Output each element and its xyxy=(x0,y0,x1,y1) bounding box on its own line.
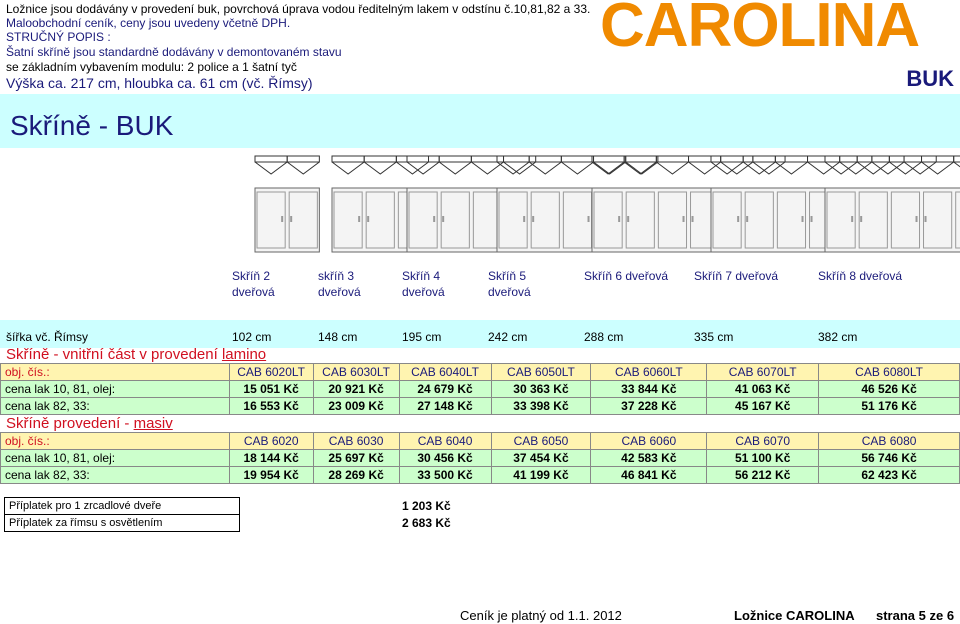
order-code: CAB 6070LT xyxy=(707,364,819,381)
order-code: CAB 6080 xyxy=(819,433,960,450)
order-code: CAB 6020 xyxy=(229,433,313,450)
width-label: šířka vč. Římsy xyxy=(6,330,89,344)
footer-validity: Ceník je platný od 1.1. 2012 xyxy=(460,608,622,623)
wood-type: BUK xyxy=(906,66,954,91)
surcharge-cornice-label: Příplatek za římsu s osvětlením xyxy=(5,515,240,532)
order-code: CAB 6060 xyxy=(591,433,707,450)
price-cell: 30 363 Kč xyxy=(491,381,591,398)
cabinet-label: Skříň 2 dveřová xyxy=(232,269,275,299)
section-masiv-title: Skříně provedení - masiv xyxy=(6,415,173,432)
price-cell: 15 051 Kč xyxy=(229,381,313,398)
price-cell: 42 583 Kč xyxy=(591,450,707,467)
order-code-row xyxy=(1,433,960,450)
price-cell: 16 553 Kč xyxy=(229,398,313,415)
price-cell: 46 526 Kč xyxy=(819,381,960,398)
price-cell: 25 697 Kč xyxy=(313,450,399,467)
cabinet-label: Skříň 7 dveřová xyxy=(694,269,779,283)
price-cell: 56 746 Kč xyxy=(819,450,960,467)
price-cell: 20 921 Kč xyxy=(313,381,399,398)
surcharge-mirror-label: Příplatek pro 1 zrcadlové dveře xyxy=(5,498,240,515)
order-code: CAB 6020LT xyxy=(229,364,313,381)
price-cell: 51 100 Kč xyxy=(707,450,819,467)
price-cell: 46 841 Kč xyxy=(591,467,707,484)
order-code: CAB 6030LT xyxy=(313,364,399,381)
price-table-masiv xyxy=(0,432,960,484)
price-cell: 24 679 Kč xyxy=(399,381,491,398)
cabinet-width: 288 cm xyxy=(584,330,624,344)
page-title: Skříně - BUK xyxy=(10,110,174,141)
surcharge-cornice-value: 2 683 Kč xyxy=(402,516,451,530)
price-cell: 56 212 Kč xyxy=(707,467,819,484)
intro-line-3: STRUČNÝ POPIS : xyxy=(6,30,111,44)
price-cell: 33 398 Kč xyxy=(491,398,591,415)
price-cell: 18 144 Kč xyxy=(229,450,313,467)
order-code: CAB 6040LT xyxy=(399,364,491,381)
cabinet-width: 195 cm xyxy=(402,330,442,344)
price-row-label: cena lak 10, 81, olej: xyxy=(1,450,230,467)
price-cell: 41 063 Kč xyxy=(707,381,819,398)
price-row xyxy=(1,381,960,398)
price-row xyxy=(1,450,960,467)
order-code-label: obj. čís.: xyxy=(1,364,230,381)
price-cell: 23 009 Kč xyxy=(313,398,399,415)
price-cell: 37 228 Kč xyxy=(591,398,707,415)
order-code: CAB 6070 xyxy=(707,433,819,450)
section-lamino-title: Skříně - vnitřní část v provedení lamino xyxy=(6,346,267,363)
intro-line-5: se základním vybavením modulu: 2 police a 1 šatní tyč xyxy=(6,60,297,74)
price-cell: 37 454 Kč xyxy=(491,450,591,467)
intro-line-1: Ložnice jsou dodávány v provedení buk, povrchová úprava vodou ředitelným lakem v odstínu č.10,81,82 a 33. xyxy=(6,2,591,16)
cabinet-label: Skříň 6 dveřová xyxy=(584,269,669,283)
price-row-label: cena lak 82, 33: xyxy=(1,467,230,484)
price-cell: 62 423 Kč xyxy=(819,467,960,484)
surcharge-table xyxy=(4,497,240,532)
price-row xyxy=(1,467,960,484)
order-code: CAB 6060LT xyxy=(591,364,707,381)
price-cell: 33 500 Kč xyxy=(399,467,491,484)
price-row xyxy=(1,398,960,415)
price-cell: 45 167 Kč xyxy=(707,398,819,415)
price-row-label: cena lak 10, 81, olej: xyxy=(1,381,230,398)
order-code: CAB 6080LT xyxy=(819,364,960,381)
price-cell: 19 954 Kč xyxy=(229,467,313,484)
price-table-lamino xyxy=(0,363,960,415)
intro-line-4: Šatní skříně jsou standardně dodávány v demontovaném stavu xyxy=(6,45,342,59)
width-band xyxy=(0,320,960,348)
order-code: CAB 6030 xyxy=(313,433,399,450)
price-row-label: cena lak 82, 33: xyxy=(1,398,230,415)
footer-title: Ložnice CAROLINA xyxy=(734,608,855,623)
brand-logo: CAROLINA xyxy=(600,0,920,60)
cabinet-label: Skříň 5 dveřová xyxy=(488,269,531,299)
cabinet-8-door-icon xyxy=(822,154,960,254)
order-code: CAB 6040 xyxy=(399,433,491,450)
order-code: CAB 6050 xyxy=(491,433,591,450)
dimensions-line: Výška ca. 217 cm, hloubka ca. 61 cm (vč. Římsy) xyxy=(6,75,313,91)
cabinet-label: Skříň 4 dveřová xyxy=(402,269,445,299)
price-cell: 30 456 Kč xyxy=(399,450,491,467)
intro-line-2: Maloobchodní ceník, ceny jsou uvedeny včetně DPH. xyxy=(6,16,291,30)
cabinet-width: 242 cm xyxy=(488,330,528,344)
cabinet-width: 102 cm xyxy=(232,330,272,344)
cabinet-label: skříň 3 dveřová xyxy=(318,269,361,299)
cabinet-label: Skříň 8 dveřová xyxy=(818,269,903,283)
cabinet-2-door-icon xyxy=(252,154,322,254)
cabinet-width: 148 cm xyxy=(318,330,358,344)
price-cell: 51 176 Kč xyxy=(819,398,960,415)
price-cell: 28 269 Kč xyxy=(313,467,399,484)
surcharge-mirror-value: 1 203 Kč xyxy=(402,499,451,513)
order-code-label: obj. čís.: xyxy=(1,433,230,450)
footer-page: strana 5 ze 6 xyxy=(876,608,955,623)
order-code-row xyxy=(1,364,960,381)
price-cell: 33 844 Kč xyxy=(591,381,707,398)
price-cell: 27 148 Kč xyxy=(399,398,491,415)
cabinet-width: 382 cm xyxy=(818,330,858,344)
cabinet-width: 335 cm xyxy=(694,330,734,344)
order-code: CAB 6050LT xyxy=(491,364,591,381)
price-cell: 41 199 Kč xyxy=(491,467,591,484)
